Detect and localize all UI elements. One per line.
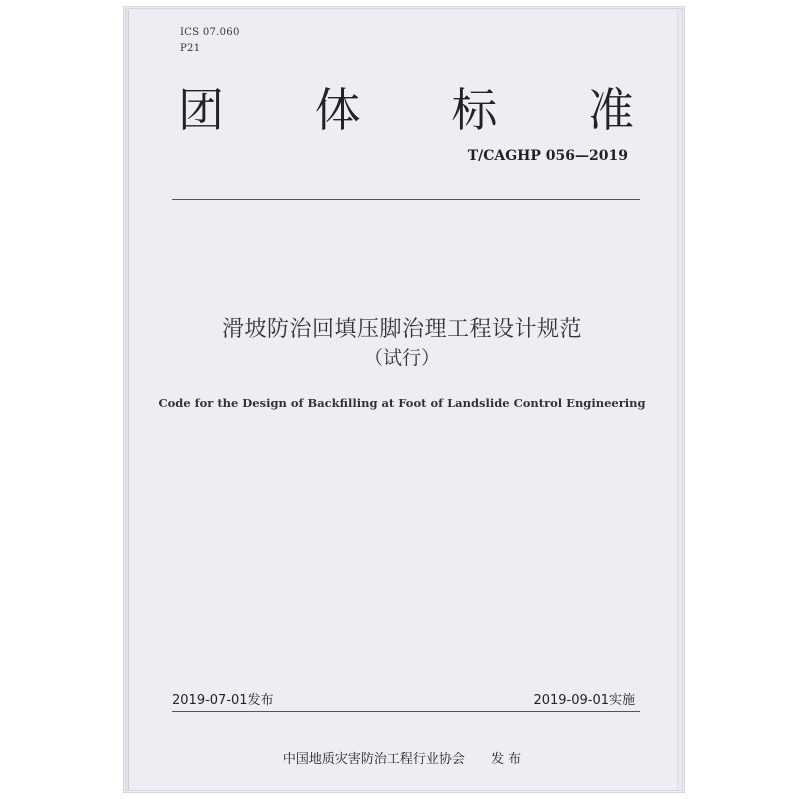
publish-label: 发 布 [490,752,522,767]
title-char: 标 [451,83,498,137]
standard-number: T/CAGHP 056—2019 [467,148,628,164]
document-title-en: Code for the Design of Backfilling at Foot of Landslide Control Engineering [158,396,646,410]
effective-date: 2019-09-01实施 [533,693,635,708]
publisher-line [128,748,676,767]
document-subtitle-cn: （试行） [363,347,440,369]
release-date: 2019-07-01发布 [172,693,274,708]
classification-code: P21 [180,43,201,54]
title-char: 团 [178,83,224,137]
standard-type-title [178,82,634,138]
ics-code: ICS 07.060 [180,27,240,38]
document-title-cn: 滑坡防治回填压脚治理工程设计规范 [221,317,582,342]
header-divider [172,199,640,200]
footer-divider [172,711,640,712]
publisher-name: 中国地质灾害防治工程行业协会 [282,752,465,767]
title-char: 准 [587,83,634,137]
title-char: 体 [314,83,361,137]
